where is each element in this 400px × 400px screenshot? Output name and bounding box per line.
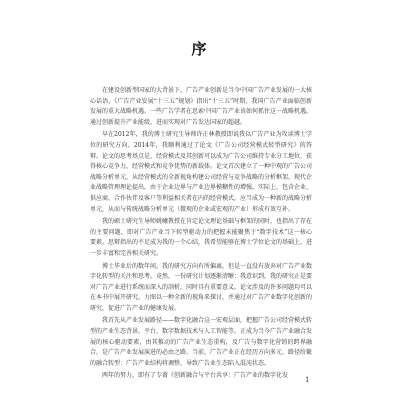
paragraph: 博士毕业后的数年间，我的研究方向有所偏离，但是一直没有放弃对广告产业数字化转型的关注和思考。竟然，一份研究计划逐渐清晰：我意识到，我的研究正是要对广告产业进行系统而深入的剖析，同时具有重要意义。论文涉及的许多问题均可以在本书中展开研究，力图以一种全新的视角来探讨，并通过对广告产业数字化创新的研究，促进广告产业的健康发展。: [90, 262, 313, 312]
paragraph: 我首先从产业发展路径——数字化融合这一宏观层面，把握广告公司经营模式转型的产业生态背景。平台、数字数据技术与人工智能等，正成为当今广告产业融合发展的核心驱动要素，由其推动的广告产业生态重构，及广告与数字化营销的跨界融合，是广告产业发展演进的必由之路。当前，广告产业正在经历方向多元、路径纷繁的融合转型：广告产业结构将调整，导致广告业生态陷入混沌状态。: [90, 317, 313, 367]
paragraph: 早在2012年，我的博士研究生导师许正林教授即说我以广告产业为攻读博士学位的研究方向。2014年，我顺利通过了论文《广告公司经营模式转型研究》的答辩。论文的思考基点是，经营模式及其创新可以成为广告公司维持专业分工地位，获得核心竞争力，经营模式和竞争优势的新载体。论文首次建立了一种中观的广告公司战略分析单元，从经营模式的全新视角构建公司经营与竞争战略的分析框架，现代企业战略管理理论提出，由于企业边界与产业边界模糊性的增强，实际上，包含企业、供应商、合作伙伴及客户等利益相关者在内的经营模式，应当成为一种新的战略分析单元，从而与传统战略分析单元（微观的企业或宏观的产业）形成有效互补。: [90, 131, 313, 213]
page-title: 序: [191, 40, 209, 58]
paragraph: 我的硕士研究生导师姚曦教授在肯定论文理论基础与框架的同时，也指出了存在的主要问题，即对广告产业当下转型驱动力的把握未能聚焦于“数字技术”这一核心要素。思辩指出的不足成为我的一个心结，我希望能够在博士学位论文的基础上，进一步丰富和完善相关研究。: [90, 218, 313, 257]
page-number: 1: [305, 376, 310, 384]
body-text: [90, 86, 312, 384]
paragraph: 两年的努力，即有了专著《创新融合与平台共享：广告产业的数字化发: [102, 372, 289, 380]
paragraph: 在建设创新型国家的大背景下，广告产业创新是当今中国广告产业发展的一大核心话语，《广告产业发展“十三五”规划》指出“十三五”时期，我国广告产业面临创新发展的重大战略机遇。一些广告学者在思索中国广告产业该如何抓住这一战略机遇，通过创新提升产业能级，进而实现对广告发达国家的超越。: [90, 87, 313, 126]
